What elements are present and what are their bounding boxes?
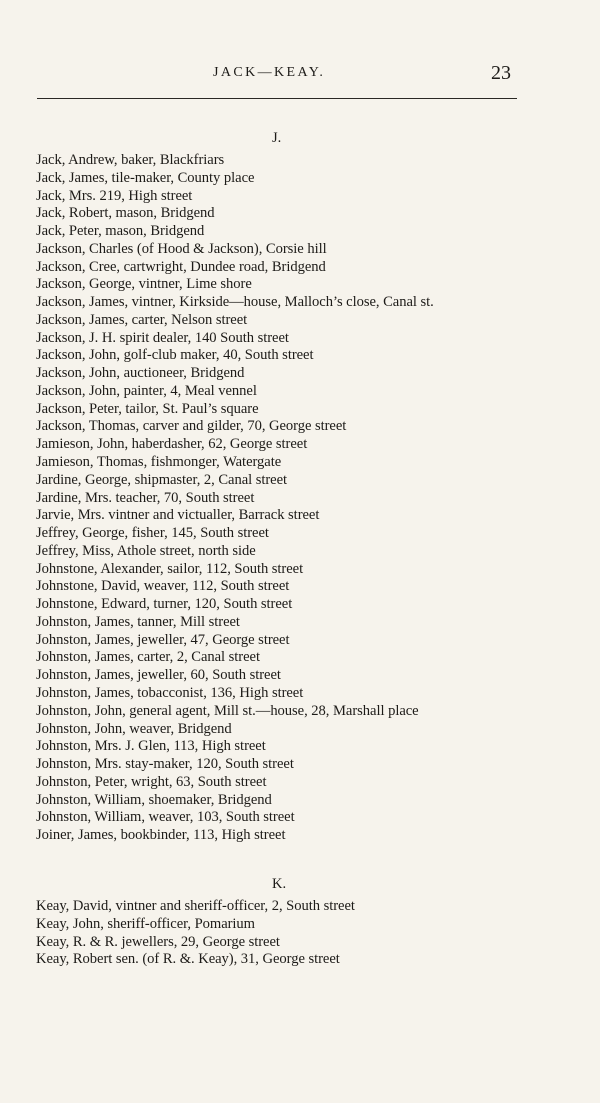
directory-entry: Jack, James, tile-maker, County place [36,169,255,186]
directory-entry: Johnston, Mrs. stay-maker, 120, South street [36,756,294,773]
directory-entry: Jeffrey, George, fisher, 145, South street [36,525,269,542]
directory-entry: Jardine, Mrs. teacher, 70, South street [36,489,255,506]
entry-list-k [36,898,556,969]
directory-entry: Johnston, James, tobacconist, 136, High street [36,684,304,701]
directory-entry: Joiner, James, bookbinder, 113, High street [36,827,286,844]
directory-entry: Johnston, Peter, wright, 63, South street [36,773,267,790]
directory-entry: Jardine, George, shipmaster, 2, Canal street [36,471,288,488]
directory-entry: Johnston, James, carter, 2, Canal street [36,649,260,666]
directory-entry: Jackson, John, golf-club maker, 40, South street [36,347,314,364]
directory-entry: Johnston, John, general agent, Mill st.—house, 28, Marshall place [36,702,419,719]
directory-entry: Jackson, Cree, cartwright, Dundee road, Bridgend [36,258,326,275]
section-letter-j: J. [272,130,282,146]
directory-entry: Keay, R. & R. jewellers, 29, George street [36,933,280,950]
directory-entry: Johnston, James, tanner, Mill street [36,613,240,630]
directory-entry: Jackson, Charles (of Hood & Jackson), Corsie hill [36,240,327,257]
directory-entry: Jack, Andrew, baker, Blackfriars [36,152,225,168]
directory-entry: Johnston, Mrs. J. Glen, 113, High street [36,738,266,755]
directory-entry: Jamieson, John, haberdasher, 62, George street [36,436,308,453]
running-title: JACK—KEAY. [213,65,326,80]
directory-entry: Johnston, William, weaver, 103, South street [36,809,295,826]
directory-entry: Keay, Robert sen. (of R. &. Keay), 31, George street [36,951,340,968]
directory-entry: Johnston, James, jeweller, 60, South street [36,667,281,684]
section-letter-k: K. [272,876,287,892]
directory-entry: Jackson, John, painter, 4, Meal vennel [36,382,257,399]
entry-list-j [36,152,556,845]
directory-entry: Jack, Robert, mason, Bridgend [36,205,215,222]
directory-entry: Johnston, William, shoemaker, Bridgend [36,791,272,808]
header-rule [37,98,517,99]
directory-entry: Keay, David, vintner and sheriff-officer, 2, South street [36,898,355,914]
directory-entry: Jeffrey, Miss, Athole street, north side [36,542,256,559]
directory-entry: Jackson, George, vintner, Lime shore [36,276,252,293]
directory-entry: Jack, Peter, mason, Bridgend [36,223,205,240]
directory-entry: Jack, Mrs. 219, High street [36,187,193,204]
running-head [0,62,600,86]
directory-entry: Jackson, Peter, tailor, St. Paul’s square [36,400,259,417]
directory-entry: Jackson, James, carter, Nelson street [36,311,248,328]
directory-entry: Keay, John, sheriff-officer, Pomarium [36,915,255,932]
page-number: 23 [491,62,511,84]
directory-entry: Jackson, John, auctioneer, Bridgend [36,365,245,382]
directory-entry: Jarvie, Mrs. vintner and victualler, Barrack street [36,507,320,524]
directory-entry: Johnstone, Edward, turner, 120, South street [36,596,293,613]
directory-entry: Johnstone, David, weaver, 112, South street [36,578,290,595]
directory-entry: Johnston, John, weaver, Bridgend [36,720,232,737]
directory-entry: Johnston, James, jeweller, 47, George street [36,631,290,648]
directory-entry: Jackson, James, vintner, Kirkside—house, Malloch’s close, Canal st. [36,294,434,311]
directory-entry: Jamieson, Thomas, fishmonger, Watergate [36,454,282,471]
directory-entry: Johnstone, Alexander, sailor, 112, South street [36,560,304,577]
directory-entry: Jackson, Thomas, carver and gilder, 70, George street [36,418,347,435]
directory-entry: Jackson, J. H. spirit dealer, 140 South street [36,329,289,346]
